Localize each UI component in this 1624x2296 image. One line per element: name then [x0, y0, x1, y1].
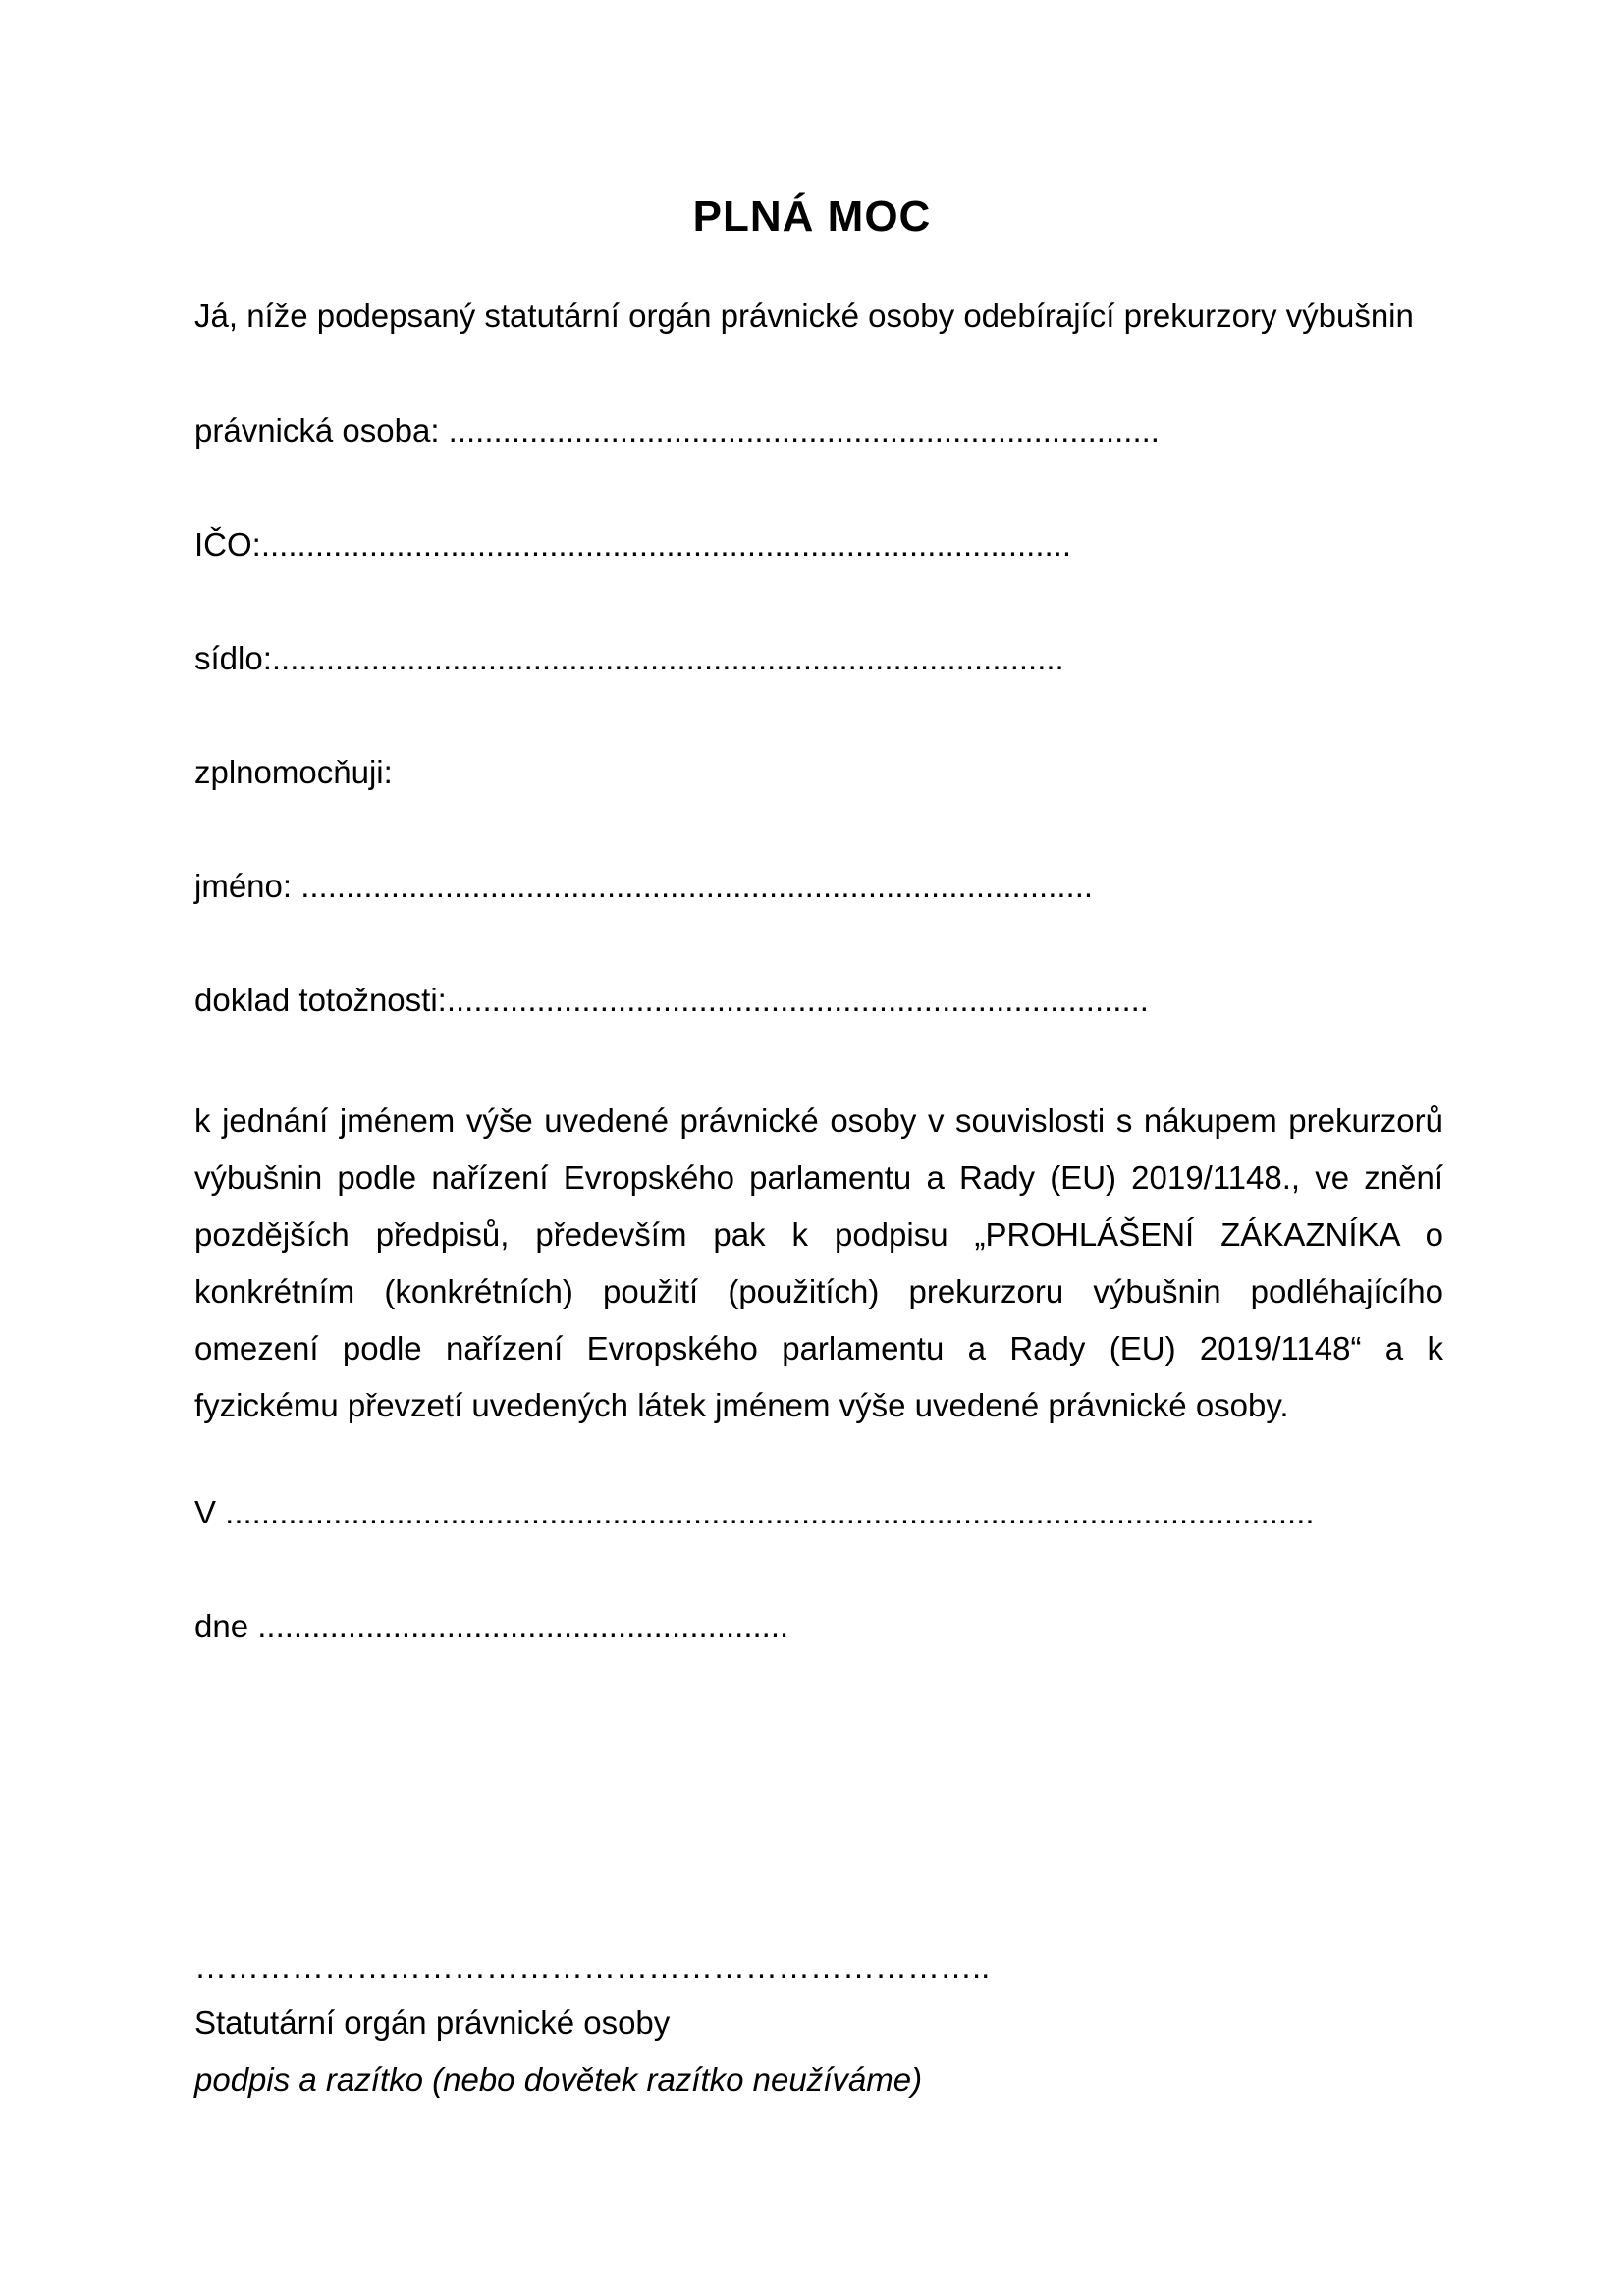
seat-field: sídlo:........................................................................................ — [194, 640, 1064, 676]
name-field: jméno: ........................................................................................ — [194, 868, 1094, 904]
authorization-paragraph: k jednání jménem výše uvedené právnické osoby v souvislosti s nákupem prekurzorů výbušnin podle nařízení Evropského parlamentu a Rady (EU) 2019/1148., ve znění pozdějších předpisů, především pak k podpisu „PROHLÁŠENÍ ZÁKAZNÍKA o konkrétním (konkrétních) použití (použitích) prekurzoru výbušnin podléhajícího omezení podle nařízení Evropského parlamentu a Rady (EU) 2019/1148“ a k fyzickému převzetí uvedených látek jménem výše uvedené právnické osoby. — [194, 1102, 1443, 1423]
legal-entity-field: právnická osoba: ............................................................................... — [194, 412, 1160, 449]
page-title: PLNÁ MOC — [692, 192, 932, 240]
date-field: dne ........................................................... — [194, 1608, 789, 1644]
place-field: V ......................................................................................................................... — [194, 1494, 1315, 1530]
signature-line: ……………………………………………………………….. — [194, 1949, 991, 1985]
id-document-field: doklad totožnosti:.............................................................................. — [194, 982, 1149, 1018]
intro-text: Já, níže podepsaný statutární orgán právnické osoby odebírající prekurzory výbušnin — [194, 297, 1414, 334]
signature-role: Statutární orgán právnické osoby — [194, 2004, 671, 2041]
ico-field: IČO:.......................................................................................... — [194, 526, 1071, 562]
signature-note: podpis a razítko (nebo dovětek razítko neužíváme) — [194, 2061, 923, 2098]
authorize-label: zplnomocňuji: — [194, 754, 393, 790]
